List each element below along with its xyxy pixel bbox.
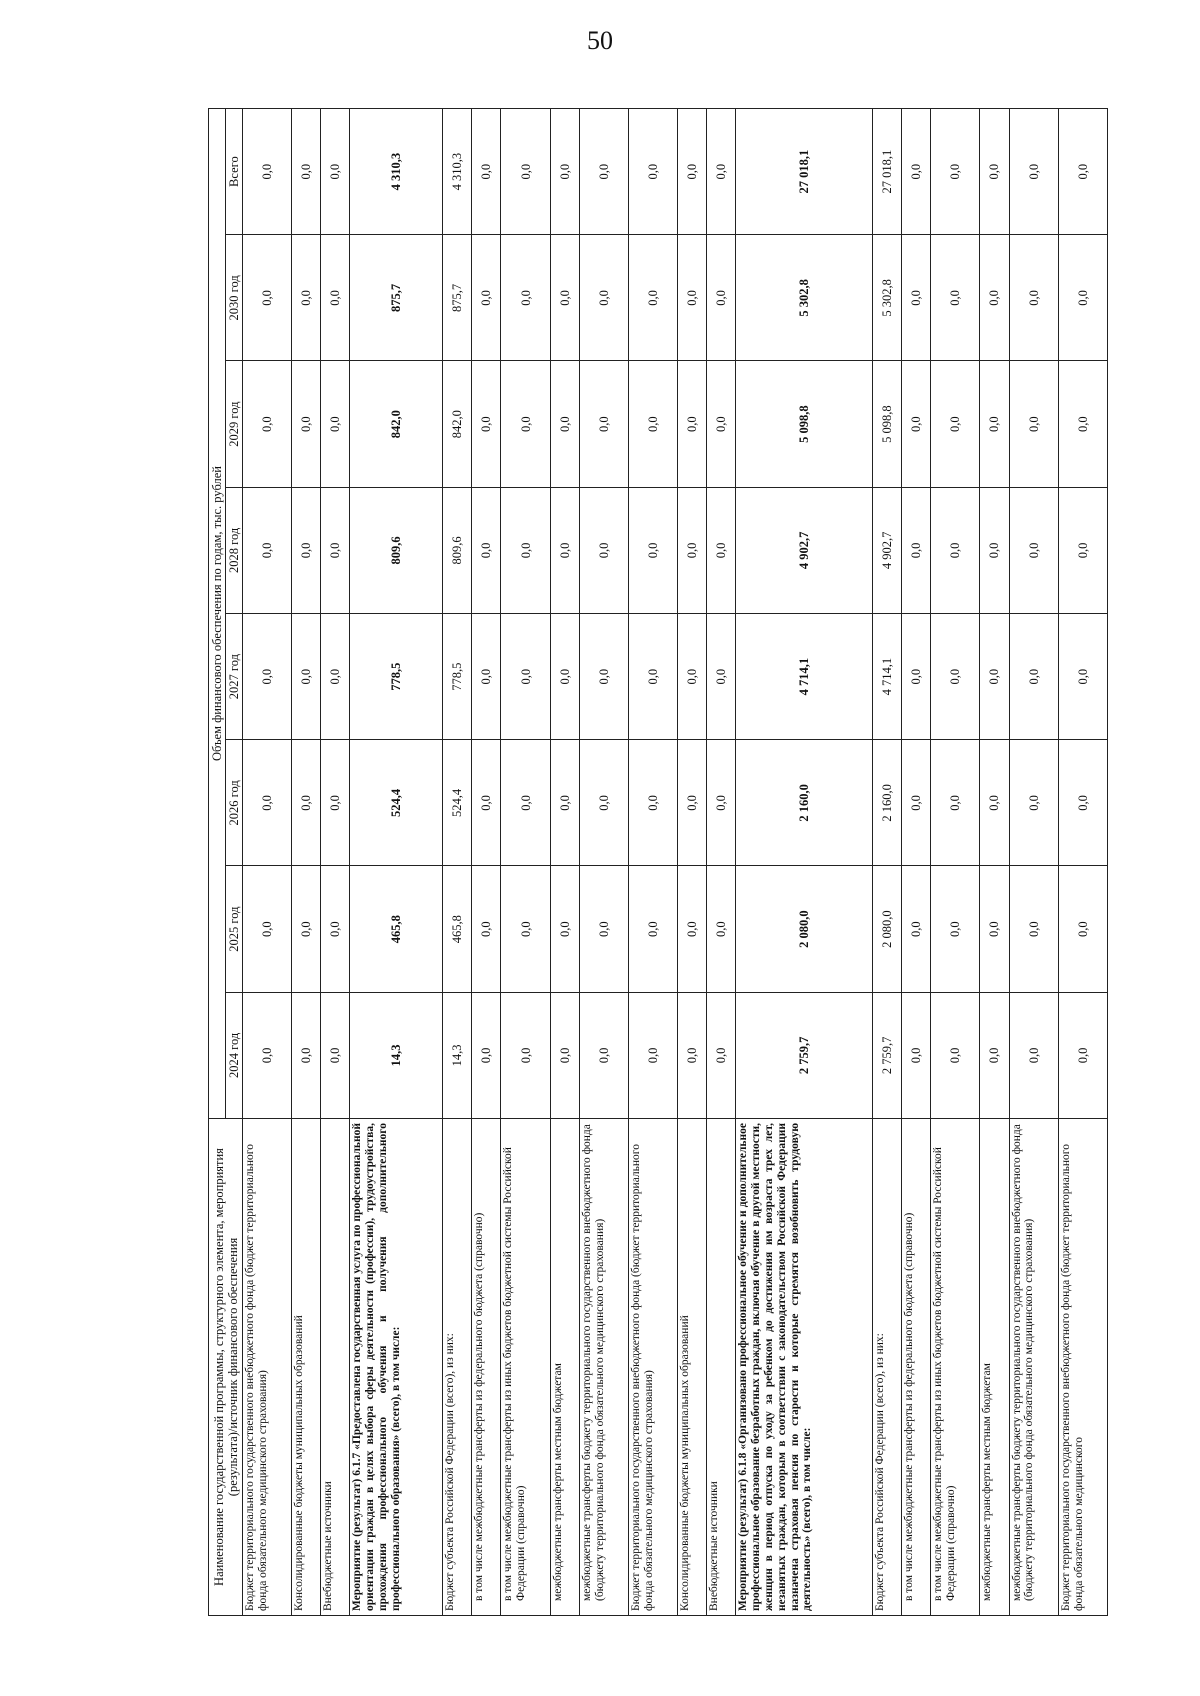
row-total-cell: 0,0 <box>707 109 736 235</box>
row-value-cell: 875,7 <box>443 235 472 361</box>
row-value-cell: 0,0 <box>628 992 677 1118</box>
row-value-cell: 0,0 <box>980 740 1009 866</box>
row-value-cell: 0,0 <box>501 866 550 992</box>
row-name-cell: Бюджет субъекта Российской Федерации (всего), из них: <box>443 1119 472 1616</box>
row-value-cell: 0,0 <box>902 487 931 613</box>
row-value-cell: 0,0 <box>677 235 706 361</box>
row-value-cell: 0,0 <box>980 866 1009 992</box>
row-value-cell: 0,0 <box>1058 487 1107 613</box>
row-value-cell: 465,8 <box>350 866 443 992</box>
header-year-cell: 2030 год <box>226 235 243 361</box>
table-row <box>902 109 931 1616</box>
row-value-cell: 0,0 <box>902 235 931 361</box>
row-name-cell: Бюджет территориального государственного внебюджетного фонда (бюджет территориального фонда обязательного медицинского страхования) <box>243 1119 292 1616</box>
row-value-cell: 5 302,8 <box>873 235 902 361</box>
row-value-cell: 0,0 <box>243 740 292 866</box>
row-value-cell: 778,5 <box>443 614 472 740</box>
row-value-cell: 875,7 <box>350 235 443 361</box>
row-value-cell: 0,0 <box>579 866 628 992</box>
row-value-cell: 4 714,1 <box>736 614 873 740</box>
row-name-cell: межбюджетные трансферты местным бюджетам <box>980 1119 1009 1616</box>
row-value-cell: 0,0 <box>292 361 321 487</box>
row-total-cell: 27 018,1 <box>873 109 902 235</box>
row-value-cell: 0,0 <box>707 992 736 1118</box>
header-name-cell: Наименование государственной программы, структурного элемента, мероприятия (результата)/источник финансового обеспечения <box>209 1119 243 1616</box>
row-name-cell: Бюджет субъекта Российской Федерации (всего), из них: <box>873 1119 902 1616</box>
row-value-cell: 842,0 <box>350 361 443 487</box>
row-value-cell: 0,0 <box>579 235 628 361</box>
row-value-cell: 0,0 <box>292 487 321 613</box>
row-value-cell: 2 759,7 <box>736 992 873 1118</box>
row-value-cell: 0,0 <box>472 740 501 866</box>
row-value-cell: 0,0 <box>707 740 736 866</box>
row-value-cell: 0,0 <box>243 487 292 613</box>
table-row <box>677 109 706 1616</box>
row-value-cell: 0,0 <box>501 740 550 866</box>
row-total-cell: 0,0 <box>980 109 1009 235</box>
row-value-cell: 0,0 <box>292 866 321 992</box>
row-value-cell: 5 098,8 <box>736 361 873 487</box>
row-value-cell: 0,0 <box>501 614 550 740</box>
row-value-cell: 0,0 <box>292 614 321 740</box>
row-value-cell: 0,0 <box>1009 361 1058 487</box>
table-row <box>501 109 550 1616</box>
table-row <box>1009 109 1058 1616</box>
table-row <box>321 109 350 1616</box>
row-total-cell: 0,0 <box>1009 109 1058 235</box>
row-value-cell: 4 902,7 <box>873 487 902 613</box>
table-row <box>472 109 501 1616</box>
row-name-cell: межбюджетные трансферты бюджету территориального государственного внебюджетного фонда (бюджету территориального фонда обязательного медицинского страхования) <box>579 1119 628 1616</box>
row-value-cell: 0,0 <box>677 487 706 613</box>
table-row <box>628 109 677 1616</box>
row-value-cell: 0,0 <box>321 487 350 613</box>
row-value-cell: 0,0 <box>579 740 628 866</box>
row-value-cell: 0,0 <box>677 361 706 487</box>
row-value-cell: 14,3 <box>443 992 472 1118</box>
row-total-cell: 0,0 <box>1058 109 1107 235</box>
table-row <box>1058 109 1107 1616</box>
row-value-cell: 809,6 <box>443 487 472 613</box>
table-row <box>707 109 736 1616</box>
row-value-cell: 0,0 <box>980 614 1009 740</box>
row-value-cell: 0,0 <box>628 866 677 992</box>
row-total-cell: 0,0 <box>628 109 677 235</box>
header-year-cell: 2027 год <box>226 614 243 740</box>
row-value-cell: 0,0 <box>628 740 677 866</box>
row-total-cell: 0,0 <box>677 109 706 235</box>
row-value-cell: 0,0 <box>579 487 628 613</box>
header-year-cell: 2026 год <box>226 740 243 866</box>
row-value-cell: 0,0 <box>1009 740 1058 866</box>
rotated-table-container <box>208 108 1108 1616</box>
row-name-cell: Внебюджетные источники <box>321 1119 350 1616</box>
row-name-cell: Внебюджетные источники <box>707 1119 736 1616</box>
row-value-cell: 0,0 <box>931 740 980 866</box>
row-value-cell: 14,3 <box>350 992 443 1118</box>
row-value-cell: 0,0 <box>501 487 550 613</box>
row-name-cell: в том числе межбюджетные трансферты из иных бюджетов бюджетной системы Российской Федерации (справочно) <box>931 1119 980 1616</box>
row-value-cell: 0,0 <box>1009 235 1058 361</box>
rotated-table-wrapper <box>208 108 1108 1616</box>
row-value-cell: 2 080,0 <box>736 866 873 992</box>
row-value-cell: 0,0 <box>579 614 628 740</box>
table-row <box>550 109 579 1616</box>
row-name-cell: в том числе межбюджетные трансферты из федерального бюджета (справочно) <box>472 1119 501 1616</box>
row-value-cell: 524,4 <box>350 740 443 866</box>
row-value-cell: 0,0 <box>1009 866 1058 992</box>
row-value-cell: 0,0 <box>931 487 980 613</box>
row-value-cell: 5 098,8 <box>873 361 902 487</box>
row-total-cell: 0,0 <box>321 109 350 235</box>
row-value-cell: 0,0 <box>501 235 550 361</box>
financing-table <box>208 108 1108 1616</box>
row-total-cell: 0,0 <box>931 109 980 235</box>
row-value-cell: 0,0 <box>550 235 579 361</box>
row-value-cell: 0,0 <box>550 487 579 613</box>
row-value-cell: 0,0 <box>243 361 292 487</box>
row-value-cell: 0,0 <box>292 992 321 1118</box>
header-year-cell: 2029 год <box>226 361 243 487</box>
row-value-cell: 0,0 <box>707 235 736 361</box>
row-total-cell: 0,0 <box>579 109 628 235</box>
row-value-cell: 0,0 <box>931 614 980 740</box>
row-value-cell: 0,0 <box>321 740 350 866</box>
row-value-cell: 0,0 <box>902 992 931 1118</box>
row-value-cell: 0,0 <box>292 235 321 361</box>
row-value-cell: 0,0 <box>321 235 350 361</box>
table-row <box>931 109 980 1616</box>
row-value-cell: 0,0 <box>501 992 550 1118</box>
row-value-cell: 524,4 <box>443 740 472 866</box>
header-year-cell: 2028 год <box>226 487 243 613</box>
row-value-cell: 0,0 <box>677 866 706 992</box>
header-year-cell: 2024 год <box>226 992 243 1118</box>
table-body <box>243 109 1108 1616</box>
header-group-cell: Объем финансового обеспечения по годам, тыс. рублей <box>209 109 226 1119</box>
row-value-cell: 0,0 <box>1009 992 1058 1118</box>
row-value-cell: 0,0 <box>931 866 980 992</box>
row-name-cell: Бюджет территориального государственного внебюджетного фонда (бюджет территориального фонда обязательного медицинского <box>1058 1119 1107 1616</box>
row-value-cell: 0,0 <box>292 740 321 866</box>
row-value-cell: 809,6 <box>350 487 443 613</box>
row-value-cell: 0,0 <box>677 614 706 740</box>
row-value-cell: 0,0 <box>931 235 980 361</box>
row-value-cell: 0,0 <box>707 614 736 740</box>
row-value-cell: 0,0 <box>931 992 980 1118</box>
row-value-cell: 0,0 <box>243 992 292 1118</box>
row-value-cell: 0,0 <box>472 866 501 992</box>
row-total-cell: 27 018,1 <box>736 109 873 235</box>
row-value-cell: 0,0 <box>902 361 931 487</box>
row-value-cell: 0,0 <box>472 487 501 613</box>
row-total-cell: 0,0 <box>472 109 501 235</box>
row-value-cell: 0,0 <box>550 740 579 866</box>
row-value-cell: 0,0 <box>707 361 736 487</box>
row-value-cell: 465,8 <box>443 866 472 992</box>
row-value-cell: 0,0 <box>579 361 628 487</box>
row-value-cell: 0,0 <box>902 866 931 992</box>
row-value-cell: 0,0 <box>707 866 736 992</box>
page-number: 50 <box>587 26 613 55</box>
header-year-cell: 2025 год <box>226 866 243 992</box>
row-total-cell: 4 310,3 <box>350 109 443 235</box>
row-value-cell: 0,0 <box>980 487 1009 613</box>
row-value-cell: 0,0 <box>980 235 1009 361</box>
row-value-cell: 0,0 <box>1058 740 1107 866</box>
row-value-cell: 0,0 <box>1009 614 1058 740</box>
header-row-group <box>209 109 226 1616</box>
row-total-cell: 0,0 <box>550 109 579 235</box>
row-value-cell: 0,0 <box>931 361 980 487</box>
table-row <box>350 109 443 1616</box>
row-value-cell: 2 160,0 <box>873 740 902 866</box>
row-value-cell: 0,0 <box>677 992 706 1118</box>
row-value-cell: 0,0 <box>321 866 350 992</box>
row-value-cell: 0,0 <box>501 361 550 487</box>
row-value-cell: 0,0 <box>628 487 677 613</box>
row-total-cell: 0,0 <box>501 109 550 235</box>
row-value-cell: 0,0 <box>550 614 579 740</box>
row-total-cell: 0,0 <box>243 109 292 235</box>
row-value-cell: 0,0 <box>902 740 931 866</box>
table-row <box>579 109 628 1616</box>
row-value-cell: 0,0 <box>980 361 1009 487</box>
row-value-cell: 0,0 <box>628 361 677 487</box>
row-value-cell: 0,0 <box>707 487 736 613</box>
row-name-cell: Бюджет территориального государственного внебюджетного фонда (бюджет территориального фонда обязательного медицинского страхования) <box>628 1119 677 1616</box>
row-name-cell: Консолидированные бюджеты муниципальных образований <box>292 1119 321 1616</box>
row-value-cell: 0,0 <box>243 866 292 992</box>
row-value-cell: 2 080,0 <box>873 866 902 992</box>
row-value-cell: 0,0 <box>579 992 628 1118</box>
row-total-cell: 0,0 <box>292 109 321 235</box>
row-value-cell: 4 714,1 <box>873 614 902 740</box>
table-row <box>736 109 873 1616</box>
row-value-cell: 0,0 <box>1058 866 1107 992</box>
header-total-cell: Всего <box>226 109 243 235</box>
row-value-cell: 778,5 <box>350 614 443 740</box>
row-value-cell: 5 302,8 <box>736 235 873 361</box>
table-row <box>292 109 321 1616</box>
row-total-cell: 0,0 <box>902 109 931 235</box>
row-value-cell: 0,0 <box>1058 614 1107 740</box>
row-name-cell: межбюджетные трансферты бюджету территориального государственного внебюджетного фонда (бюджету территориального фонда обязательного медицинского страхования) <box>1009 1119 1058 1616</box>
row-total-cell: 4 310,3 <box>443 109 472 235</box>
row-name-cell: Мероприятие (результат) 6.1.8 «Организовано профессиональное обучение и дополнительное профессиональное образование безработных граждан, включая обучение в другой местности, женщин в период отпуска по уходу за ребенком до достижения им возраста трех лет, незанятых граждан, которым в соответствии с законодательством Российской Федерации назначена страховая пенсия по старости и которые стремятся возобновить трудовую деятельность» (всего), в том числе: <box>736 1119 873 1616</box>
row-name-cell: в том числе межбюджетные трансферты из федерального бюджета (справочно) <box>902 1119 931 1616</box>
row-value-cell: 0,0 <box>550 866 579 992</box>
row-value-cell: 0,0 <box>550 361 579 487</box>
row-value-cell: 0,0 <box>902 614 931 740</box>
row-value-cell: 0,0 <box>243 235 292 361</box>
row-value-cell: 0,0 <box>472 361 501 487</box>
table-row <box>443 109 472 1616</box>
row-name-cell: Консолидированные бюджеты муниципальных образований <box>677 1119 706 1616</box>
table-row <box>873 109 902 1616</box>
row-name-cell: в том числе межбюджетные трансферты из иных бюджетов бюджетной системы Российской Федерации (справочно) <box>501 1119 550 1616</box>
row-value-cell: 2 759,7 <box>873 992 902 1118</box>
row-name-cell: Мероприятие (результат) 6.1.7 «Предоставлена государственная услуга по профессиональной ориентации граждан в целях выбора сферы деятельности (профессии), трудоустройства, прохождения профессионального обучения и получения дополнительного профессионального образования» (всего), в том числе: <box>350 1119 443 1616</box>
row-value-cell: 0,0 <box>321 361 350 487</box>
row-value-cell: 0,0 <box>472 614 501 740</box>
row-value-cell: 0,0 <box>1058 235 1107 361</box>
row-value-cell: 0,0 <box>472 992 501 1118</box>
row-value-cell: 4 902,7 <box>736 487 873 613</box>
row-value-cell: 0,0 <box>980 992 1009 1118</box>
row-value-cell: 0,0 <box>1009 487 1058 613</box>
row-value-cell: 0,0 <box>550 992 579 1118</box>
row-value-cell: 0,0 <box>628 614 677 740</box>
row-value-cell: 0,0 <box>1058 361 1107 487</box>
row-name-cell: межбюджетные трансферты местным бюджетам <box>550 1119 579 1616</box>
table-row <box>243 109 292 1616</box>
row-value-cell: 0,0 <box>677 740 706 866</box>
row-value-cell: 0,0 <box>321 992 350 1118</box>
row-value-cell: 0,0 <box>628 235 677 361</box>
row-value-cell: 0,0 <box>321 614 350 740</box>
row-value-cell: 842,0 <box>443 361 472 487</box>
table-row <box>980 109 1009 1616</box>
row-value-cell: 2 160,0 <box>736 740 873 866</box>
row-value-cell: 0,0 <box>243 614 292 740</box>
row-value-cell: 0,0 <box>1058 992 1107 1118</box>
row-value-cell: 0,0 <box>472 235 501 361</box>
